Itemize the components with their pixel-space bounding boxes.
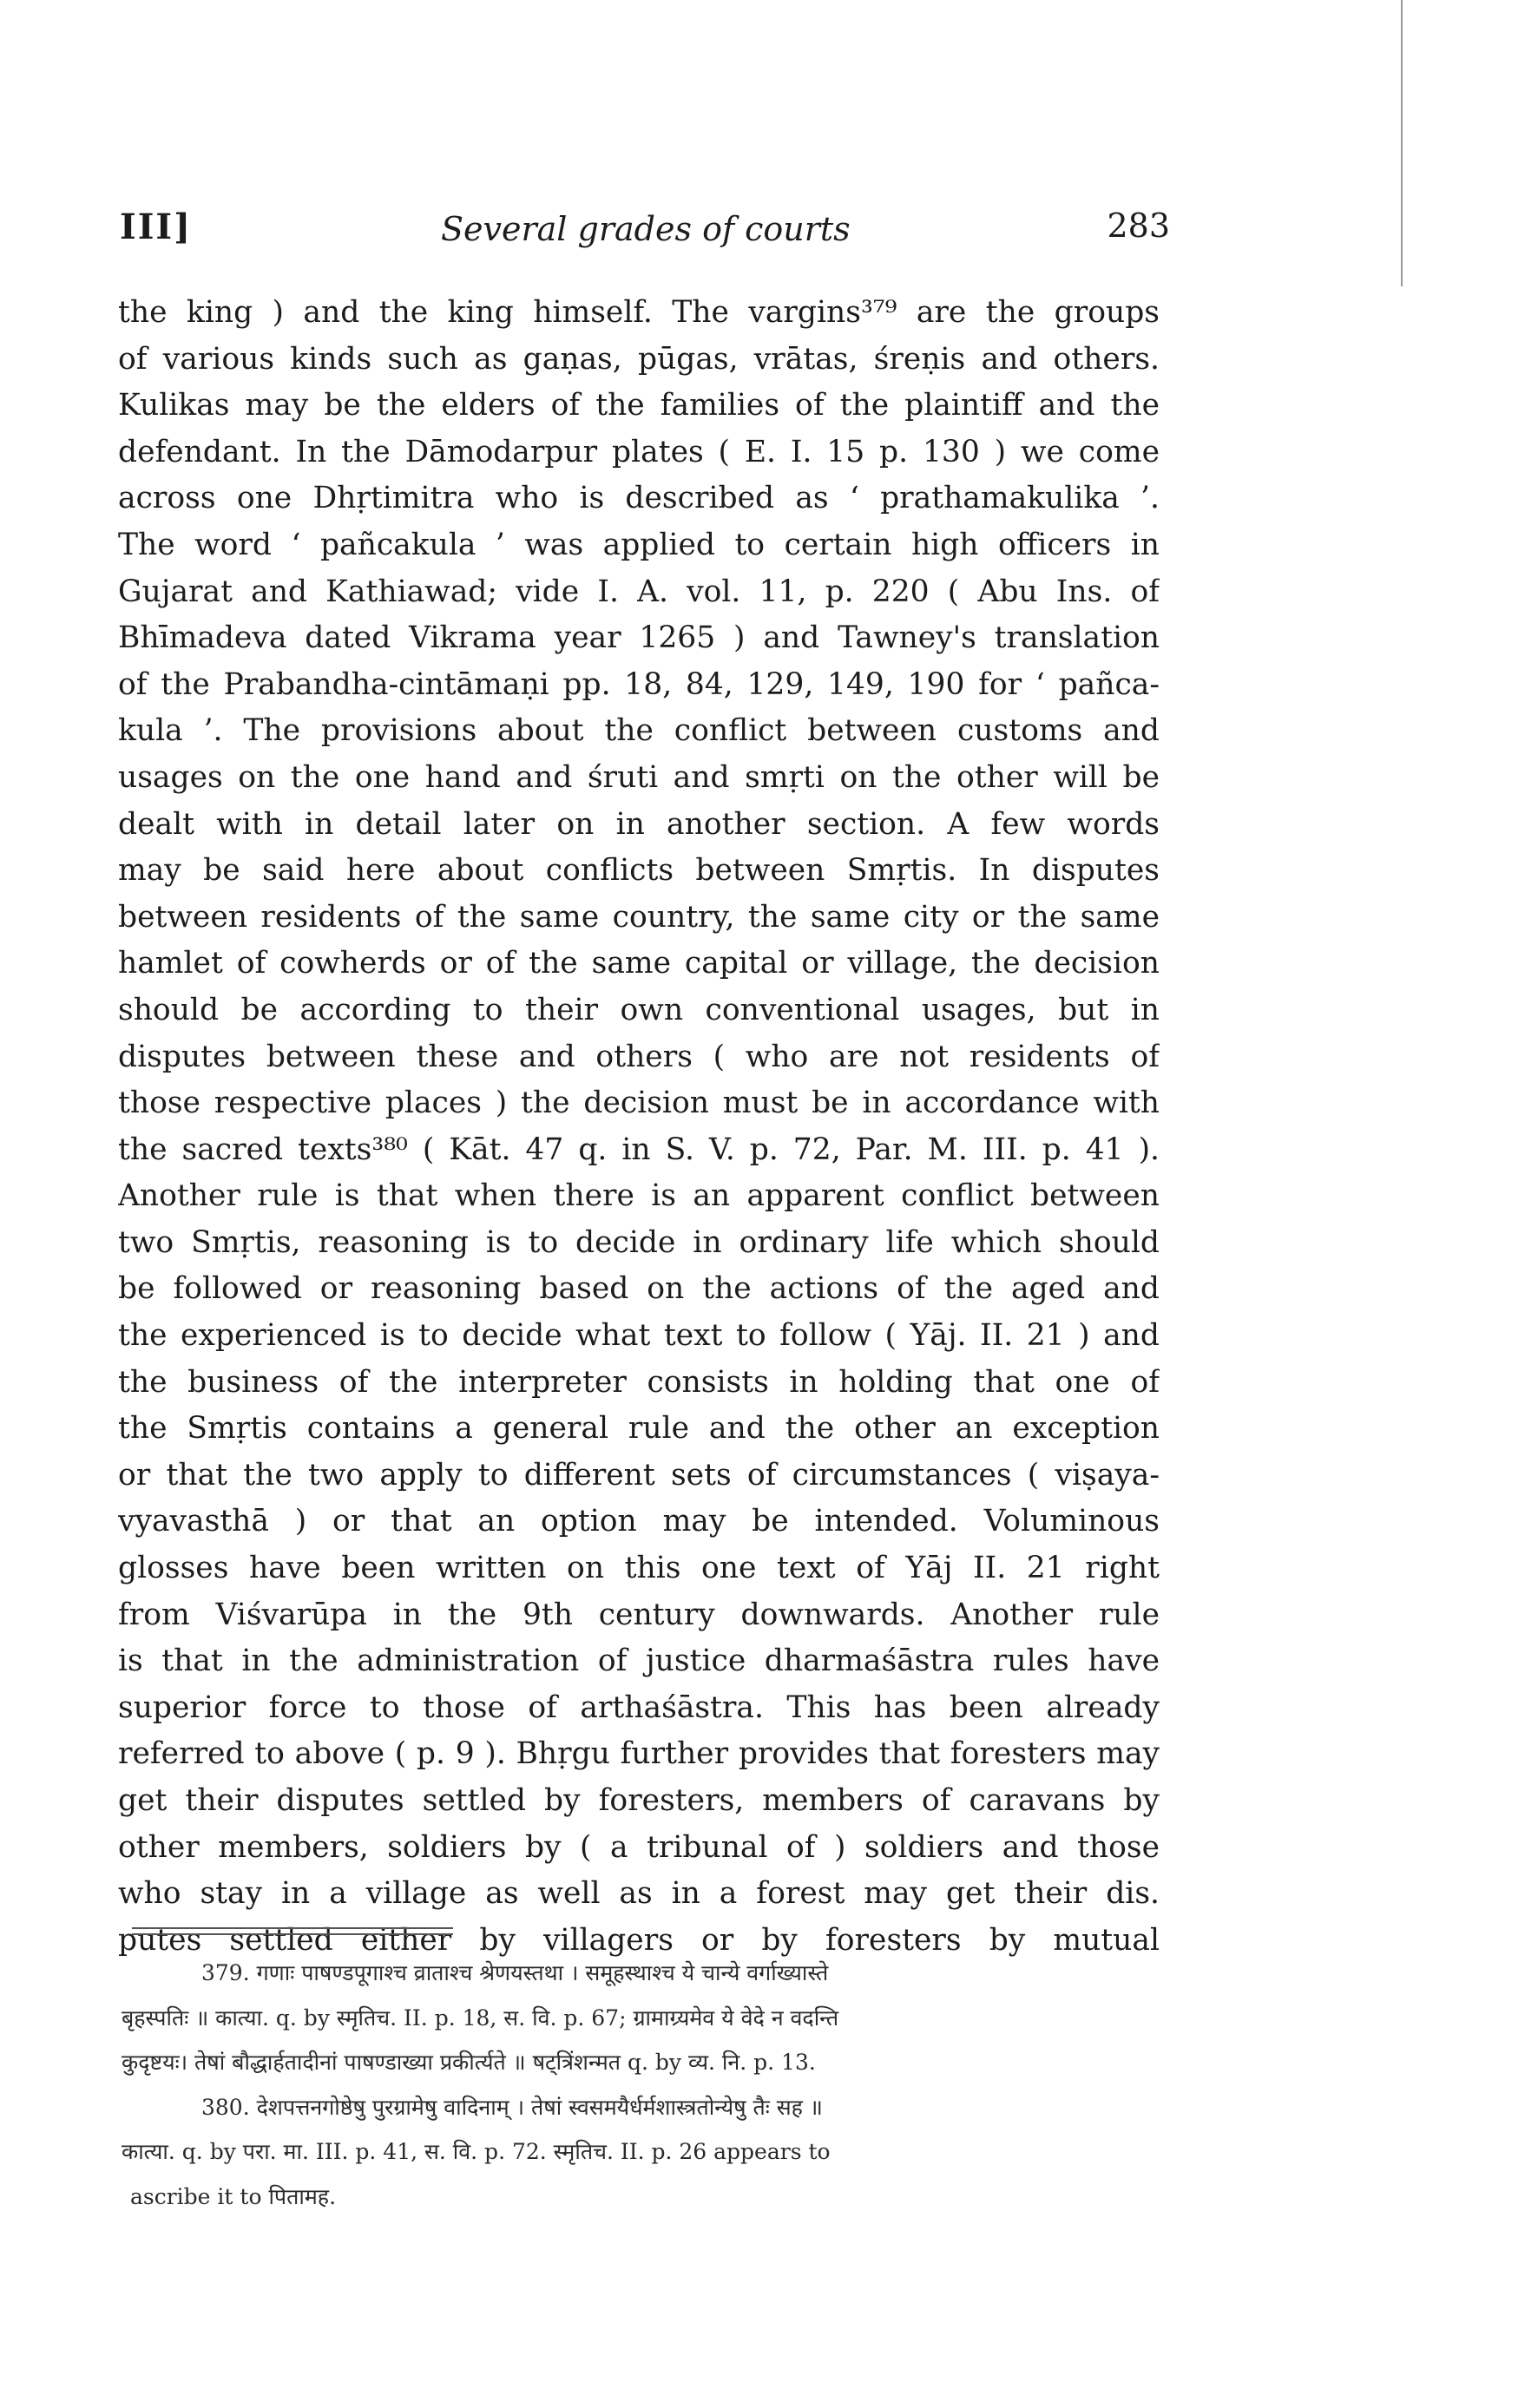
- body-line: Kulikas may be the elders of the families of the plaintiff and the: [118, 388, 1160, 423]
- body-line: across one Dhṛtimitra who is described as ‘ prathamakulika ’.: [118, 481, 1160, 516]
- footnote-line: 380. देशपत्तनगोष्ठेषु पुरग्रामेषु वादिनाम् । तेषां स्वसमयैर्धर्मशास्त्रतोन्येषु तैः सह ॥: [201, 2094, 823, 2120]
- body-line: disputes between these and others ( who are not residents of: [118, 1039, 1160, 1074]
- body-line: referred to above ( p. 9 ). Bhṛgu further provides that foresters may: [118, 1736, 1160, 1772]
- page-edge-line: [1401, 0, 1403, 286]
- body-line: glosses have been written on this one text of Yāj II. 21 right: [118, 1551, 1160, 1586]
- body-line: Gujarat and Kathiawad; vide I. A. vol. 11, p. 220 ( Abu Ins. of: [118, 574, 1160, 609]
- body-line: The word ‘ pañcakula ’ was applied to certain high officers in: [118, 527, 1160, 562]
- body-line: the experienced is to decide what text to follow ( Yāj. II. 21 ) and: [118, 1318, 1160, 1354]
- footnote-line: कुदृष्टयः। तेषां बौद्धार्हतादीनां पाषण्डाख्या प्रकीर्त्यते ॥ षट्त्रिंशन्मत q. by व्य. नि. p. 13.: [122, 2050, 816, 2075]
- body-line: get their disputes settled by foresters, members of caravans by: [118, 1783, 1160, 1818]
- body-line: should be according to their own conventional usages, but in: [118, 992, 1160, 1027]
- body-line: between residents of the same country, the same city or the same: [118, 899, 1160, 935]
- body-line: Another rule is that when there is an apparent conflict between: [118, 1178, 1160, 1214]
- body-line: is that in the administration of justice dharmaśāstra rules have: [118, 1644, 1160, 1679]
- page-header: [120, 207, 1170, 259]
- body-line: dealt with in detail later on in another section. A few words: [118, 806, 1160, 842]
- body-line: the king ) and the king himself. The vargins³⁷⁹ are the groups: [118, 295, 1160, 330]
- chapter-marker: III]: [120, 207, 193, 247]
- body-line: of the Prabandha-cintāmaṇi pp. 18, 84, 129, 149, 190 for ‘ pañca-: [118, 666, 1160, 702]
- body-line: hamlet of cowherds or of the same capital or village, the decision: [118, 946, 1160, 981]
- body-line: of various kinds such as gaṇas, pūgas, vrātas, śreṇis and others.: [118, 341, 1160, 377]
- footnotes: [122, 1951, 1176, 2219]
- running-title: Several grades of courts: [441, 210, 851, 248]
- body-line: Bhīmadeva dated Vikrama year 1265 ) and Tawney's translation: [118, 620, 1160, 656]
- body-line: vyavasthā ) or that an option may be intended. Voluminous: [118, 1504, 1160, 1539]
- body-line: usages on the one hand and śruti and smṛti on the other will be: [118, 759, 1160, 795]
- body-line: may be said here about conflicts between Smṛtis. In disputes: [118, 853, 1160, 889]
- body-line: who stay in a village as well as in a forest may get their dis.: [118, 1876, 1160, 1912]
- body-line: kula ’. The provisions about the conflict between customs and: [118, 713, 1160, 749]
- footnote-line: 379. गणाः पाषण्डपूगाश्च व्राताश्च श्रेणयस्तथा । समूहस्थाश्च ये चान्ये वर्गाख्यास्ते: [201, 1960, 829, 1985]
- body-line: the Smṛtis contains a general rule and the other an exception: [118, 1411, 1160, 1447]
- body-line: superior force to those of arthaśāstra. This has been already: [118, 1690, 1160, 1725]
- body-line: or that the two apply to different sets of circumstances ( viṣaya-: [118, 1457, 1160, 1493]
- body-line: be followed or reasoning based on the actions of the aged and: [118, 1271, 1160, 1307]
- body-line: the business of the interpreter consists in holding that one of: [118, 1364, 1160, 1400]
- body-line: from Viśvarūpa in the 9th century downwards. Another rule: [118, 1597, 1160, 1632]
- footnote-separator: [132, 1927, 453, 1939]
- body-line: other members, soldiers by ( a tribunal of ) soldiers and those: [118, 1829, 1160, 1865]
- body-line: defendant. In the Dāmodarpur plates ( E. I. 15 p. 130 ) we come: [118, 434, 1160, 469]
- body-line: two Smṛtis, reasoning is to decide in ordinary life which should: [118, 1224, 1160, 1260]
- footnote-line: बृहस्पतिः ॥ कात्या. q. by स्मृतिच. II. p. 18, स. वि. p. 67; ग्रामाग्र्यमेव ये वेदे न वदन्ति: [122, 2004, 839, 2031]
- body-line: putes settled either by villagers or by foresters by mutual: [118, 1922, 1160, 1958]
- footnote-line: कात्या. q. by परा. मा. III. p. 41, स. वि. p. 72. स्मृतिच. II. p. 26 appears to: [122, 2139, 831, 2164]
- body-line: those respective places ) the decision must be in accordance with: [118, 1086, 1160, 1121]
- page-number: 283: [1107, 207, 1170, 245]
- footnote-line: ascribe it to पितामह.: [130, 2183, 337, 2209]
- body-line: the sacred texts³⁸⁰ ( Kāt. 47 q. in S. V. p. 72, Par. M. III. p. 41 ).: [118, 1132, 1160, 1167]
- body-text: [118, 290, 1160, 1964]
